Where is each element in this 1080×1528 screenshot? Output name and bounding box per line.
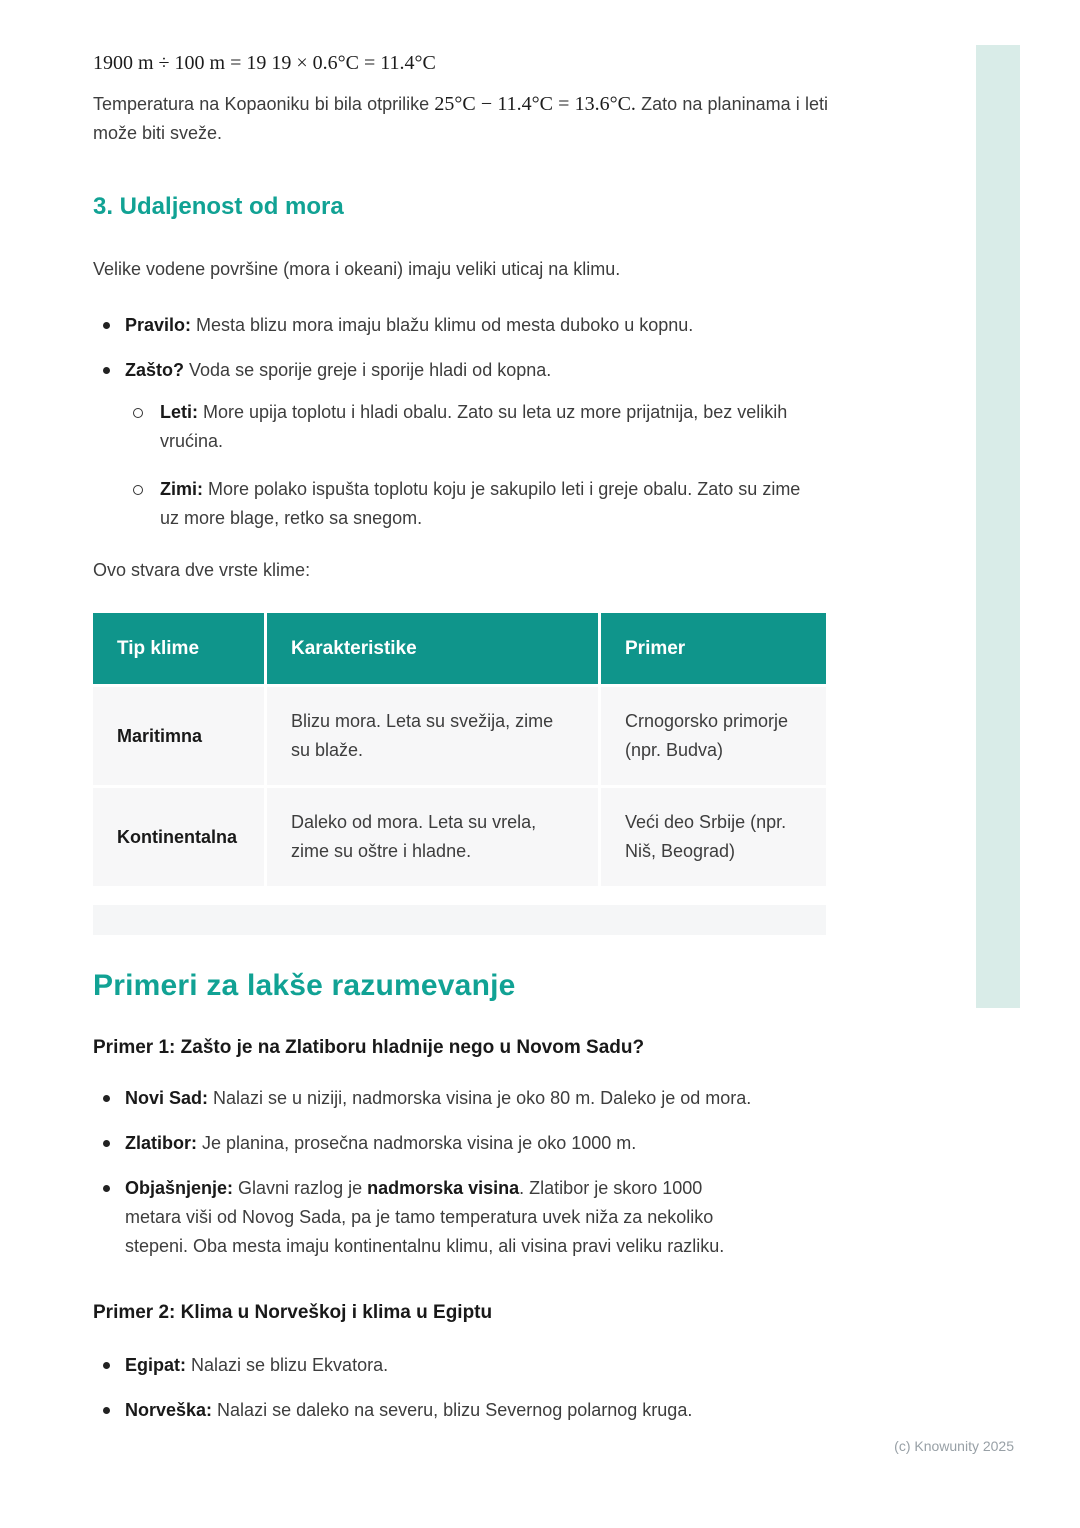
subbullet-term: Zimi: bbox=[160, 479, 203, 499]
bullet-text: Nalazi se daleko na severu, blizu Severnog polarnog kruga. bbox=[212, 1400, 693, 1420]
math-line: 1900 m ÷ 100 m = 19 19 × 0.6°C = 11.4°C bbox=[93, 52, 436, 74]
bullet-text: Glavni razlog je bbox=[233, 1178, 368, 1198]
closing-paragraph: Ovo stvara dve vrste klime: bbox=[93, 560, 311, 580]
bullet-text: Nalazi se u niziji, nadmorska visina je oko 80 m. Daleko je od mora. bbox=[208, 1088, 752, 1108]
bullet-zasto bbox=[93, 356, 817, 533]
examples-heading: Primeri za lakše razumevanje bbox=[93, 969, 516, 1002]
section-divider bbox=[93, 905, 826, 935]
bullet-term: Zlatibor: bbox=[125, 1133, 197, 1153]
bullet-egipat bbox=[93, 1351, 817, 1380]
intro-paragraph bbox=[93, 90, 828, 148]
bullet-zlatibor bbox=[93, 1129, 817, 1158]
example1-heading: Primer 1: Zašto je na Zlatiboru hladnije nego u Novom Sadu? bbox=[93, 1037, 645, 1058]
watermark: (c) Knowunity 2025 bbox=[894, 1438, 1014, 1454]
bullet-term: Novi Sad: bbox=[125, 1088, 209, 1108]
page-edge-strip bbox=[976, 45, 1020, 1008]
section-heading-udaljenost-od-mora: 3. Udaljenost od mora bbox=[93, 193, 344, 220]
table-header-tip-klime: Tip klime bbox=[93, 613, 267, 687]
bullet-text-2: . Zlatibor je skoro 1000 metara viši od Novog Sada, pa je tamo temperatura uvek niža za nekoliko stepeni. Oba mesta imaju kontinentalnu klimu, ali visina pravi veliku razliku. bbox=[125, 1178, 725, 1256]
table-row-maritimna bbox=[93, 687, 826, 788]
intro-text-1: Temperatura na Kopaoniku bi bila otprilike bbox=[93, 94, 435, 114]
table-cell-characteristics: Blizu mora. Leta su svežija, zime su blaže. bbox=[267, 687, 601, 788]
subbullet-text: More polako ispušta toplotu koju je sakupilo leti i greje obalu. Zato su zime uz more blage, retko sa snegom. bbox=[160, 479, 801, 528]
table-cell-type: Kontinentalna bbox=[93, 788, 267, 889]
table-cell-characteristics: Daleko od mora. Leta su vrela, zime su oštre i hladne. bbox=[267, 788, 601, 889]
subbullet-leti bbox=[125, 398, 817, 456]
bullet-term: Zašto? bbox=[125, 360, 185, 380]
table-cell-example: Crnogorsko primorje (npr. Budva) bbox=[601, 687, 826, 788]
table-header-row bbox=[93, 613, 826, 687]
example2-heading: Primer 2: Klima u Norveškoj i klima u Egiptu bbox=[93, 1302, 493, 1323]
table-row-kontinentalna bbox=[93, 788, 826, 889]
bullet-term: Norveška: bbox=[125, 1400, 213, 1420]
intro-text-2: Zato na planinama i leti može biti sveže. bbox=[93, 94, 828, 143]
bullet-novi-sad bbox=[93, 1084, 817, 1113]
bullet-norveska bbox=[93, 1396, 817, 1425]
table-cell-type: Maritimna bbox=[93, 687, 267, 788]
subbullet-term: Leti: bbox=[160, 402, 198, 422]
intro-math: 25°C − 11.4°C = 13.6°C. bbox=[434, 93, 636, 115]
bullet-term: Egipat: bbox=[125, 1355, 186, 1375]
bullet-emphasis: nadmorska visina bbox=[367, 1178, 520, 1198]
table-cell-example: Veći deo Srbije (npr. Niš, Beograd) bbox=[601, 788, 826, 889]
sea-sub-bullet-list bbox=[125, 398, 817, 533]
bullet-text: Nalazi se blizu Ekvatora. bbox=[186, 1355, 389, 1375]
sea-bullet-list bbox=[93, 311, 817, 533]
content bbox=[93, 50, 828, 1425]
table-header-karakteristike: Karakteristike bbox=[267, 613, 601, 687]
bullet-text: Voda se sporije greje i sporije hladi od kopna. bbox=[184, 360, 552, 380]
subbullet-text: More upija toplotu i hladi obalu. Zato su leta uz more prijatnija, bez velikih vrućina. bbox=[160, 402, 788, 451]
subbullet-zimi bbox=[125, 475, 817, 533]
bullet-term: Pravilo: bbox=[125, 315, 192, 335]
bullet-text: Mesta blizu mora imaju blažu klimu od mesta duboko u kopnu. bbox=[191, 315, 694, 335]
example1-bullet-list bbox=[93, 1084, 817, 1261]
climate-table bbox=[93, 613, 826, 889]
example2-bullet-list bbox=[93, 1351, 817, 1425]
table-header-primer: Primer bbox=[601, 613, 826, 687]
bullet-pravilo bbox=[93, 311, 817, 340]
bullet-objasnjenje bbox=[93, 1174, 753, 1261]
bullet-term: Objašnjenje: bbox=[125, 1178, 234, 1198]
bullet-text: Je planina, prosečna nadmorska visina je oko 1000 m. bbox=[197, 1133, 637, 1153]
section-intro-paragraph: Velike vodene površine (mora i okeani) imaju veliki uticaj na klimu. bbox=[93, 259, 621, 279]
